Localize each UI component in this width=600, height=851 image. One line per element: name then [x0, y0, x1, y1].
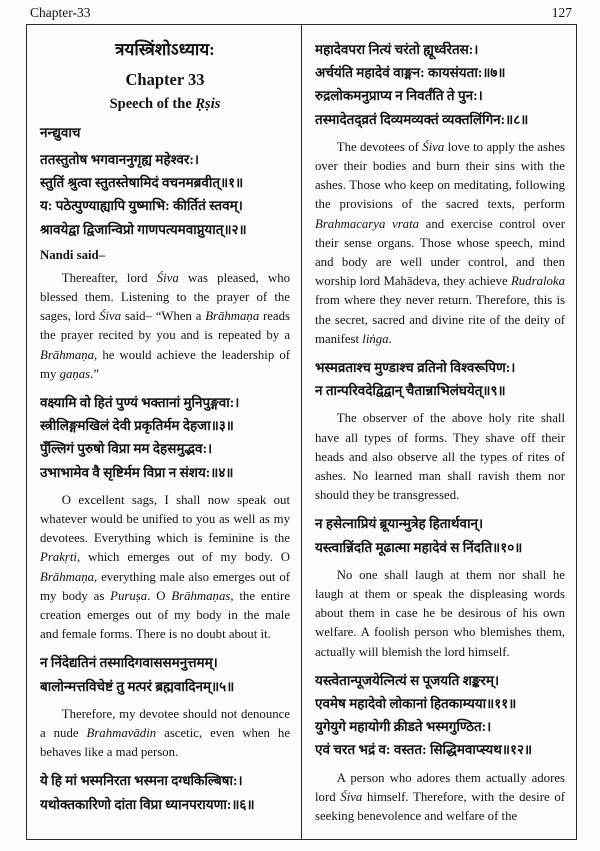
text-run: Śiva — [99, 309, 122, 324]
text-run: was pleased, who blessed them. Listening to the prayer of the sages, lord — [40, 270, 291, 324]
sanskrit-verse-line: एवं चरत भद्रं व: वस्तत: सिद्धिमवाप्स्यथ॥१२॥ — [315, 742, 533, 758]
english-paragraph — [40, 269, 290, 384]
text-run: . O — [147, 588, 172, 603]
english-paragraph — [315, 409, 565, 505]
text-run: Brāhmaṇas — [171, 588, 231, 603]
chapter-heading: Chapter 33 — [125, 70, 205, 89]
sanskrit-speaker-label: नन्द्युवाच — [40, 125, 81, 140]
sanskrit-verse-line: यस्त्वान्निंदति मूढात्मा महादेवं स निंदति॥१०॥ — [315, 539, 523, 555]
sanskrit-verse-line: स्त्रीलिङ्गमखिलं देवी प्रकृतिर्मम देहजा॥३॥ — [40, 418, 234, 434]
sanskrit-verse-line: एवमेष महादेवो लोकानां हितकाम्यया॥११॥ — [315, 695, 517, 711]
english-paragraph — [315, 138, 565, 349]
text-run: ascetic, even when he behaves like a mad person. — [40, 726, 290, 760]
chapter-subtitle — [40, 96, 290, 113]
text-run: love to apply the ashes over their bodies and burn their sins with the ashes. Those who keep on meditating, following the provisions of the sacred texts, perform — [315, 139, 565, 212]
sanskrit-verse-line: अर्चयंति महादेवं वाङ्मन: कायसंयता:॥७॥ — [315, 65, 506, 81]
text-run: O excellent sags, I shall now speak out whatever would be unified to you as well as my devotees. Everything which is feminine is the — [40, 492, 290, 546]
sanskrit-verse-line: न हसेत्नाप्रियं ब्रूयान्मुत्रेह हितार्थवान्। — [315, 516, 484, 532]
text-run: Brāhmaṇa — [205, 309, 260, 324]
text-run: himself. Therefore, with the desire of seeking benevolence and welfare of the — [315, 789, 565, 823]
sanskrit-verse-line: स्तुतिं श्रुत्वा स्तुतस्तेषामिदं वचनमब्रवीत्॥१॥ — [40, 175, 244, 191]
sanskrit-verse-line: न तान्परिवदेद्विद्वान् चैतान्नाभिलंघयेत्॥९॥ — [315, 383, 506, 399]
text-run: said– “When a — [121, 309, 206, 324]
text-run: Ṛṣis — [195, 96, 221, 112]
text-run: Therefore, my devotee should not denounce a nude — [40, 706, 290, 740]
text-run: Thereafter, lord — [61, 270, 157, 285]
sanskrit-verse-line: य: पठेत्पुण्याह्यापि युष्माभि: कीर्तितं स्तवम्। — [40, 198, 243, 214]
sanskrit-verse — [40, 148, 290, 241]
right-column — [302, 25, 576, 839]
sanskrit-verse-line: ततस्तुतोष भगवाननुगृह्य महेश्वर:। — [40, 152, 200, 167]
text-run: , the entire creation emerges out of my body in the male and female forms. There is no doubt about it. — [40, 588, 290, 642]
sanskrit-verse — [40, 391, 290, 484]
text-run: and exercise control over their sense organs. Those whose speech, mind and body are well under control, and then worship lord Mahādeva, they achieve — [315, 216, 565, 289]
text-run: Śiva — [156, 270, 179, 285]
text-run: Brahmavādin — [86, 726, 157, 740]
text-run: Brāhmaṇa — [40, 569, 95, 584]
sanskrit-verse-line: तस्मादेतद्व्रतं दिव्यमव्यक्तं व्यक्तलिंगिन:॥८॥ — [315, 111, 529, 127]
sanskrit-verse-line: न निंदेद्यतिनं तस्मादिगवाससमनुत्तमम्। — [40, 655, 218, 671]
text-run: . — [388, 331, 392, 346]
text-run: , everything male also emerges out of my body as — [40, 569, 290, 603]
sanskrit-verse-line: भस्मव्रताश्च मुण्डाश्च व्रतिनो विश्वरूपिण:। — [315, 359, 516, 375]
sanskrit-verse-line: श्रावयेद्वा द्विजान्विप्रो गाणपत्यमवाप्नुयात्॥२॥ — [40, 221, 247, 237]
text-run: No one shall laugh at them nor shall he laugh at them or speak the displeasing words about them in case he be desirous of his own welfare. A foolish person who blemishes them, actually will blemish the lord himself. — [315, 567, 565, 659]
text-run: liṅga — [362, 331, 389, 346]
text-run: A person who adores them actually adores lord — [315, 770, 565, 804]
text-run: Rudraloka — [510, 274, 565, 289]
sanskrit-verse-line: यथोक्तकारिणो दांता विप्रा ध्यानपरायणा:॥६॥ — [40, 796, 255, 812]
sanskrit-verse — [40, 651, 290, 697]
text-run: Śiva — [340, 789, 363, 804]
page-header — [0, 0, 600, 23]
sanskrit-verse-line: युगेयुगे महायोगी क्रीडते भस्मगुण्ठित:। — [315, 719, 492, 735]
sanskrit-verse-line: बालोन्मत्तविचेष्टं तु मत्परं ब्रह्मवादिनम्॥५॥ — [40, 678, 235, 694]
page-number: 127 — [551, 5, 572, 20]
english-paragraph — [40, 491, 290, 645]
text-run: The observer of the above holy rite shall have all types of forms. They shave off their heads and also observe all the types of rites of ashes. No learned man shall ravish them nor should they be transgressed. — [315, 411, 565, 503]
text-run: Brāhmaṇa — [40, 347, 95, 362]
text-run: , he would achieve the leadership of my — [40, 347, 290, 381]
sanskrit-verse — [315, 669, 565, 762]
text-run: reads the prayer recited by you and is repeated by a — [40, 309, 290, 343]
chapter-label: Chapter-33 — [30, 5, 91, 20]
english-paragraph — [315, 769, 565, 827]
sanskrit-chapter-title: त्रयस्त्रिंशोऽध्याय: — [115, 40, 215, 59]
text-run: , which emerges out of my body. O — [76, 550, 290, 565]
english-paragraph — [40, 705, 290, 763]
sanskrit-verse — [40, 769, 290, 815]
content-frame — [26, 24, 577, 840]
english-paragraph — [315, 566, 565, 662]
sanskrit-verse — [315, 512, 565, 558]
sanskrit-verse — [315, 356, 565, 402]
sanskrit-verse-line: यस्त्वेतान्पूजयेत्नित्यं स पूजयति शङ्करम्। — [315, 672, 500, 688]
english-speaker-label: Nandi said– — [40, 247, 106, 262]
sanskrit-verse — [315, 38, 565, 131]
text-run: The devotees of — [336, 139, 423, 154]
sanskrit-verse-line: ये हि मां भस्मनिरता भस्मना दग्धकिल्बिषा:। — [40, 773, 243, 789]
sanskrit-verse-line: महादेवपरा नित्यं चरंतो ह्यूर्ध्वरेतस:। — [315, 42, 479, 57]
sanskrit-verse-line: वक्ष्यामि वो हितं पुण्यं भक्तानां मुनिपुङ्गवा:। — [40, 395, 240, 410]
sanskrit-verse-line: पुँल्लिगं पुरुषो विप्रा मम देहसमुद्भव:। — [40, 441, 213, 457]
text-run: gaṇas — [59, 366, 91, 381]
text-run: .” — [90, 366, 100, 381]
sanskrit-verse-line: रुद्रलोकमनुप्राप्य न निवर्तंति ते पुन:। — [315, 88, 483, 104]
text-run: Śiva — [422, 139, 445, 154]
text-run: Brahmacarya vrata — [315, 216, 420, 231]
text-run: Puruṣa — [110, 588, 148, 603]
sanskrit-verse-line: उभाभामेव वै सृष्टिर्मम विप्रा न संशय:॥४॥ — [40, 464, 234, 480]
text-run: Speech of the — [109, 96, 196, 112]
left-column — [27, 25, 302, 839]
text-run: from where they never return. Therefore, this is the secret, sacred and divine rite of the deity of manifest — [315, 293, 565, 346]
text-run: Prakṛti — [40, 550, 77, 565]
